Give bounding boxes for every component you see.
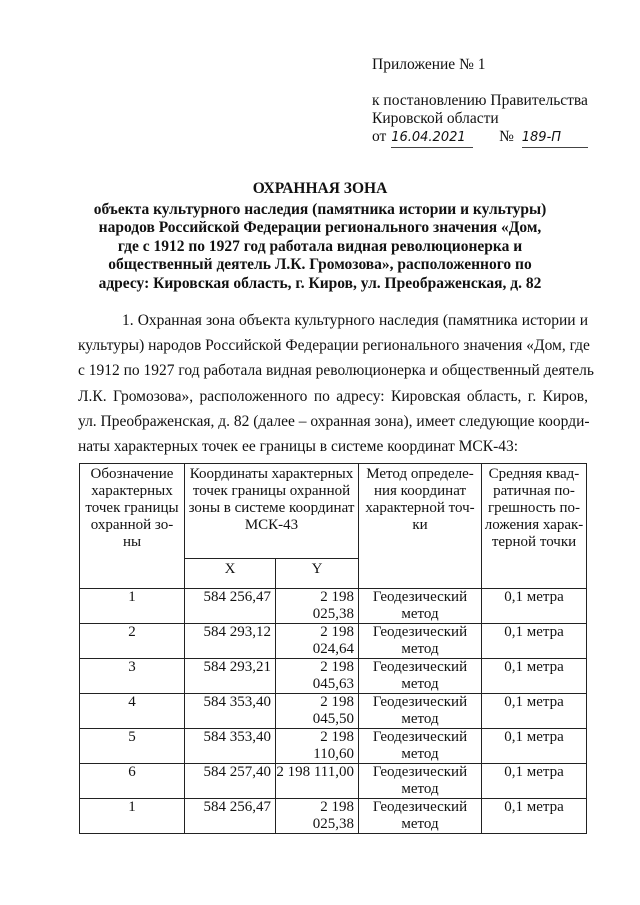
paragraph-line: ул. Преображенская, д. 82 (далее – охранная зона), имеет следующие коорди-: [78, 412, 590, 430]
header-text: характерных: [91, 483, 173, 499]
document-title: [80, 180, 560, 293]
cell-error: 0,1 метра: [482, 624, 587, 659]
cell-y: 2 198 111,00: [276, 764, 359, 799]
title-line: объекта культурного наследия (памятника истории и культуры): [93, 200, 547, 218]
cell-error: 0,1 метра: [482, 694, 587, 729]
cell-error: 0,1 метра: [482, 799, 587, 834]
header-y: Y: [276, 559, 359, 589]
title-heading: ОХРАННАЯ ЗОНА: [252, 180, 388, 197]
header-text: ратичная по-: [493, 483, 575, 499]
cell-method: [359, 694, 482, 729]
header-text: Координаты характерных: [189, 466, 354, 482]
paragraph-line: 1. Охранная зона объекта культурного наследия (памятника истории и: [122, 312, 588, 329]
resolution-reference: [372, 92, 622, 148]
title-line: народов Российской Федерации регионального значения «Дом,: [98, 219, 542, 236]
table-header-row: [80, 464, 587, 559]
header-text: зоны в системе координат: [188, 500, 355, 516]
header-text: МСК-43: [244, 517, 299, 533]
table-row: [80, 694, 587, 729]
header-text: характерной точ-: [365, 500, 475, 516]
method-text: Геодезический: [372, 694, 468, 710]
method-text: Геодезический: [372, 624, 468, 640]
table-row: [80, 624, 587, 659]
resolution-date-number: [372, 128, 622, 148]
table-row: [80, 799, 587, 834]
table-row: [80, 589, 587, 624]
cell-error: 0,1 метра: [482, 659, 587, 694]
appendix-label: Приложение № 1: [372, 56, 486, 73]
paragraph-1: [78, 308, 594, 459]
cell-method: [359, 799, 482, 834]
header-text: Метод определе-: [366, 466, 474, 482]
title-line: общественный деятель Л.К. Громозова», расположенного по: [108, 256, 532, 273]
title-line: где с 1912 по 1927 год работала видная революционерка и: [117, 237, 523, 255]
method-text: метод: [401, 641, 439, 657]
cell-x: 584 353,40: [185, 694, 276, 729]
method-text: метод: [401, 746, 439, 762]
cell-y: 2 198 025,38: [276, 589, 359, 624]
cell-point: 2: [80, 624, 185, 659]
table-row: [80, 729, 587, 764]
method-text: Геодезический: [372, 764, 468, 780]
method-text: метод: [401, 606, 439, 622]
method-text: метод: [401, 781, 439, 797]
cell-x: 584 256,47: [185, 799, 276, 834]
cell-method: [359, 659, 482, 694]
method-text: метод: [401, 676, 439, 692]
cell-point: 4: [80, 694, 185, 729]
header-text: охранной зо-: [90, 517, 174, 533]
method-text: Геодезический: [372, 589, 468, 605]
header-text: точек границы: [85, 500, 179, 516]
method-text: Геодезический: [372, 659, 468, 675]
cell-point: 3: [80, 659, 185, 694]
cell-x: 584 353,40: [185, 729, 276, 764]
cell-y: 2 198 110,60: [276, 729, 359, 764]
cell-method: [359, 764, 482, 799]
method-text: Геодезический: [372, 799, 468, 815]
method-text: метод: [401, 711, 439, 727]
cell-x: 584 293,12: [185, 624, 276, 659]
header-point-designation: [80, 464, 185, 589]
cell-point: 6: [80, 764, 185, 799]
number-prefix: №: [499, 128, 514, 145]
title-line: адресу: Кировская область, г. Киров, ул. Преображенская, д. 82: [98, 274, 542, 292]
cell-point: 1: [80, 799, 185, 834]
cell-y: 2 198 045,63: [276, 659, 359, 694]
cell-point: 5: [80, 729, 185, 764]
cell-error: 0,1 метра: [482, 764, 587, 799]
cell-error: 0,1 метра: [482, 589, 587, 624]
header-text: терной точки: [491, 534, 577, 550]
paragraph-line: с 1912 по 1927 год работала видная революционерка и общественный деятель: [78, 362, 594, 380]
header-method: [359, 464, 482, 589]
method-text: Геодезический: [372, 729, 468, 745]
date-prefix: от: [372, 128, 387, 145]
header-text: ны: [122, 534, 142, 550]
header-text: Обозначение: [90, 466, 174, 482]
cell-error: 0,1 метра: [482, 729, 587, 764]
resolution-line: к постановлению Правительства: [372, 92, 588, 109]
resolution-line: Кировской области: [372, 110, 499, 127]
paragraph-line: наты характерных точек ее границы в системе координат МСК-43:: [78, 437, 519, 455]
cell-x: 584 256,47: [185, 589, 276, 624]
paragraph-line: Л.К. Громозова», расположенного по адресу: Кировская область, г. Киров,: [78, 387, 588, 405]
paragraph-line: культуры) народов Российской Федерации регионального значения «Дом, где: [78, 337, 590, 355]
handwritten-number: 189-П: [522, 129, 588, 148]
header-text: грешность по-: [487, 500, 581, 516]
table-row: [80, 764, 587, 799]
header-mean-square-error: [482, 464, 587, 589]
header-text: Средняя квад-: [488, 466, 580, 482]
header-text: ки: [412, 517, 428, 533]
header-text: точек границы охранной: [192, 483, 351, 499]
header-text: ложения харак-: [484, 517, 584, 533]
table-row: [80, 659, 587, 694]
cell-method: [359, 624, 482, 659]
cell-method: [359, 589, 482, 624]
coordinates-table: [79, 463, 587, 834]
header-coordinates: [185, 464, 359, 559]
cell-method: [359, 729, 482, 764]
cell-x: 584 257,40: [185, 764, 276, 799]
cell-point: 1: [80, 589, 185, 624]
header-text: ния координат: [373, 483, 467, 499]
handwritten-date: 16.04.2021: [391, 129, 473, 148]
method-text: метод: [401, 816, 439, 832]
cell-y: 2 198 045,50: [276, 694, 359, 729]
header-x: X: [185, 559, 276, 589]
cell-x: 584 293,21: [185, 659, 276, 694]
cell-y: 2 198 024,64: [276, 624, 359, 659]
cell-y: 2 198 025,38: [276, 799, 359, 834]
